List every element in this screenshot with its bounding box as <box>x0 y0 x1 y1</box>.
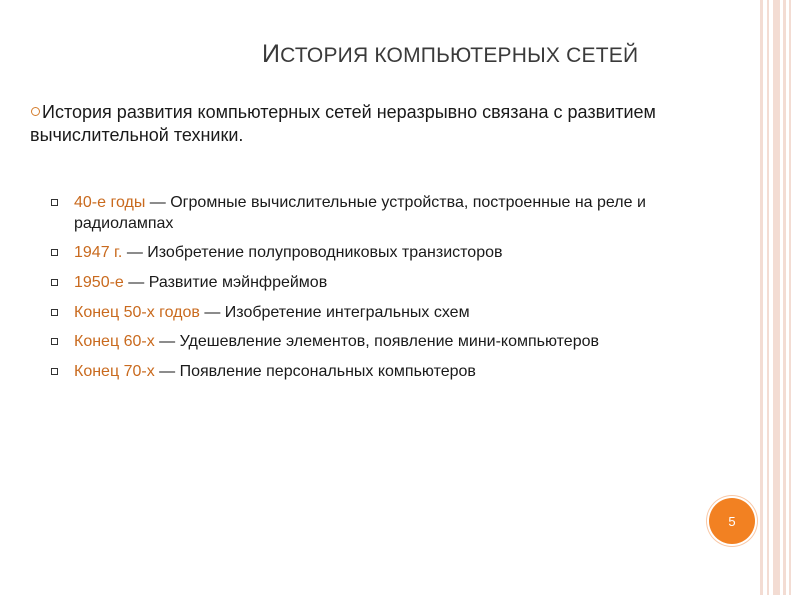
list-item <box>74 331 734 352</box>
item-text: — Изобретение интегральных схем <box>199 304 470 321</box>
stripe <box>773 0 780 595</box>
intro-paragraph <box>30 101 750 147</box>
item-text: — Развитие мэйнфреймов <box>123 274 328 291</box>
square-bullet-icon <box>51 368 58 375</box>
item-text: — Удешевление элементов, появление мини-компьютеров <box>154 333 599 350</box>
stripe <box>760 0 763 595</box>
stripe <box>783 0 786 595</box>
square-bullet-icon <box>51 338 58 345</box>
square-bullet-icon <box>51 309 58 316</box>
item-period: Конец 60-х <box>74 333 155 350</box>
list-item <box>74 242 734 263</box>
square-bullet-icon <box>51 199 58 206</box>
stripe <box>767 0 769 595</box>
item-text: — Появление персональных компьютеров <box>154 363 476 380</box>
list-item <box>74 192 734 234</box>
item-period: Конец 70-х <box>74 363 155 380</box>
item-text: — Огромные вычислительные устройства, построенные на реле и радиолампах <box>74 194 646 232</box>
slide-title <box>262 40 638 69</box>
list-item <box>74 361 734 382</box>
list-item <box>74 302 734 323</box>
page-number-badge <box>709 498 755 544</box>
item-period: 40-е годы <box>74 194 146 211</box>
square-bullet-icon <box>51 249 58 256</box>
item-text: — Изобретение полупроводниковых транзисторов <box>122 244 503 261</box>
item-period: 1947 г. <box>74 244 123 261</box>
page-number: 5 <box>728 513 736 529</box>
title-rest: СТОРИЯ КОМПЬЮТЕРНЫХ СЕТЕЙ <box>280 44 639 67</box>
intro-text: История развития компьютерных сетей неразрывно связана с развитием вычислительной техники. <box>30 102 656 145</box>
list-item <box>74 272 734 293</box>
item-period: 1950-е <box>74 274 124 291</box>
stripe <box>789 0 791 595</box>
circle-bullet-icon <box>31 107 40 116</box>
square-bullet-icon <box>51 279 58 286</box>
title-first-letter: И <box>262 40 281 68</box>
decorative-stripes <box>754 0 794 595</box>
item-period: Конец 50-х годов <box>74 304 200 321</box>
